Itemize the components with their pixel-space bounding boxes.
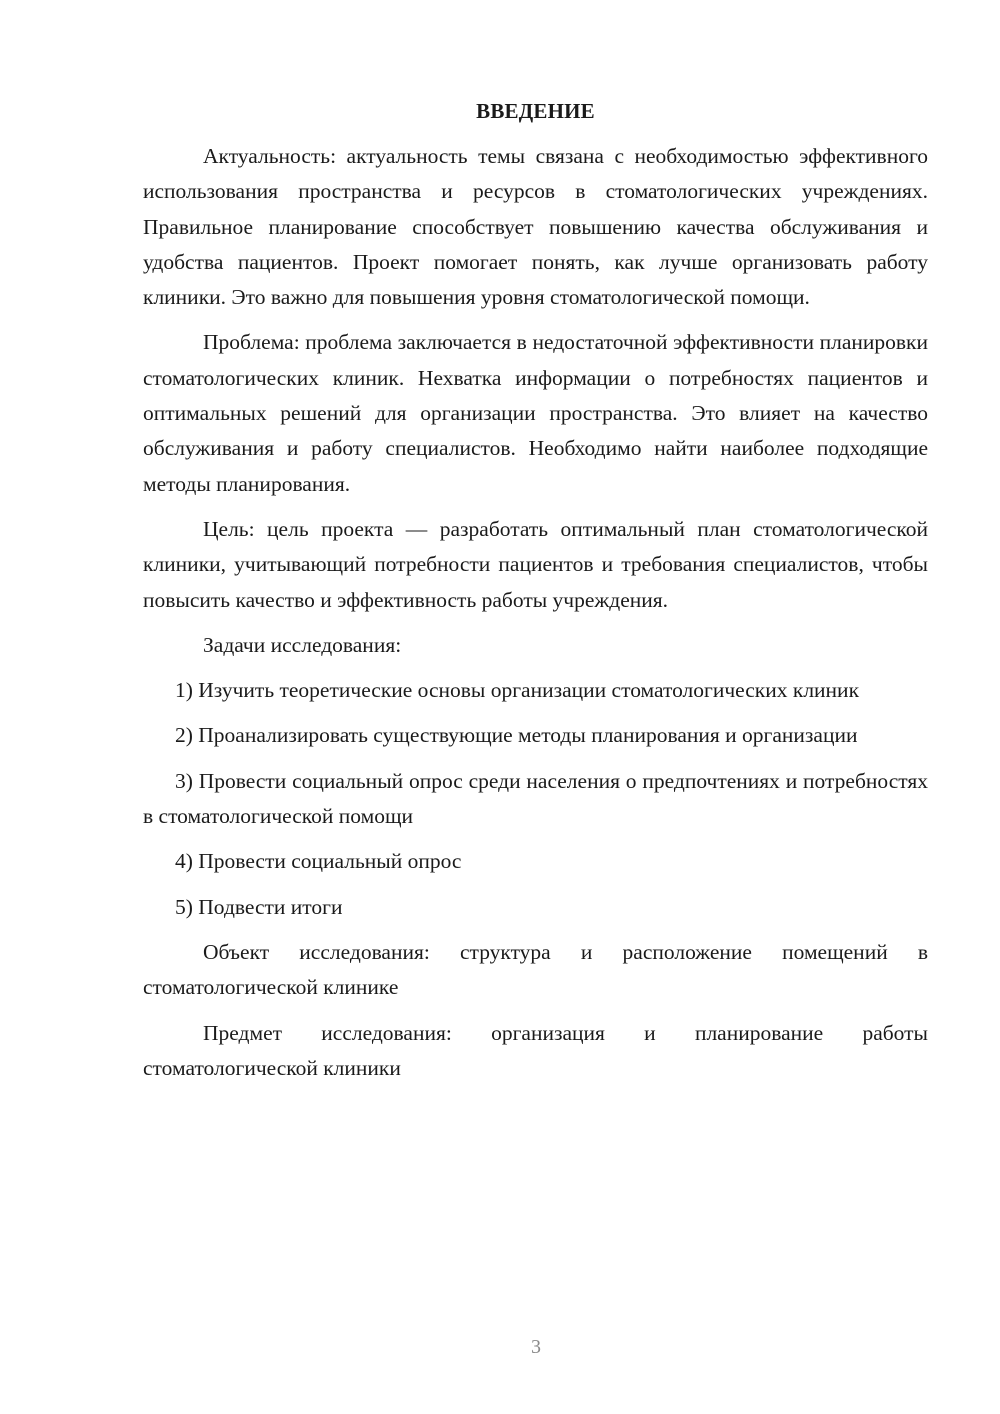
paragraph-relevance: Актуальность: актуальность темы связана с необходимостью эффективного использования пространства и ресурсов в стоматологических учреждениях. Правильное планирование способствует повышению качества обслуживания и удобства пациентов. Проект помогает понять, как лучше организовать работу клиники. Это важно для повышения уровня стоматологической помощи.	[143, 144, 928, 310]
page-number: 3	[531, 1336, 541, 1358]
task-item-3: 3) Провести социальный опрос среди населения о предпочтениях и потребностях в стоматологической помощи	[143, 768, 928, 829]
paragraph-object: Объект исследования: структура и расположение помещений в стоматологической клинике	[143, 939, 928, 1000]
task-item-2: 2) Проанализировать существующие методы планирования и организации	[175, 723, 858, 748]
paragraph-goal: Цель: цель проекта — разработать оптимальный план стоматологической клиники, учитывающий потребности пациентов и требования специалистов, чтобы повысить качество и эффективность работы учреждения.	[143, 516, 928, 612]
paragraph-subject: Предмет исследования: организация и планирование работы стоматологической клиники	[143, 1020, 928, 1080]
task-item-1: 1) Изучить теоретические основы организации стоматологических клиник	[175, 678, 860, 703]
tasks-heading: Задачи исследования:	[203, 632, 402, 657]
paragraph-problem: Проблема: проблема заключается в недостаточной эффективности планировки стоматологических клиник. Нехватка информации о потребностях пациентов и оптимальных решений для организации пространства. Это влияет на качество обслуживания и работу специалистов. Необходимо найти наиболее подходящие методы планирования.	[143, 330, 928, 496]
section-title: ВВЕДЕНИЕ	[476, 99, 595, 123]
page-content	[143, 95, 928, 1096]
task-item-4: 4) Провести социальный опрос	[175, 849, 462, 874]
task-item-5: 5) Подвести итоги	[175, 894, 343, 919]
